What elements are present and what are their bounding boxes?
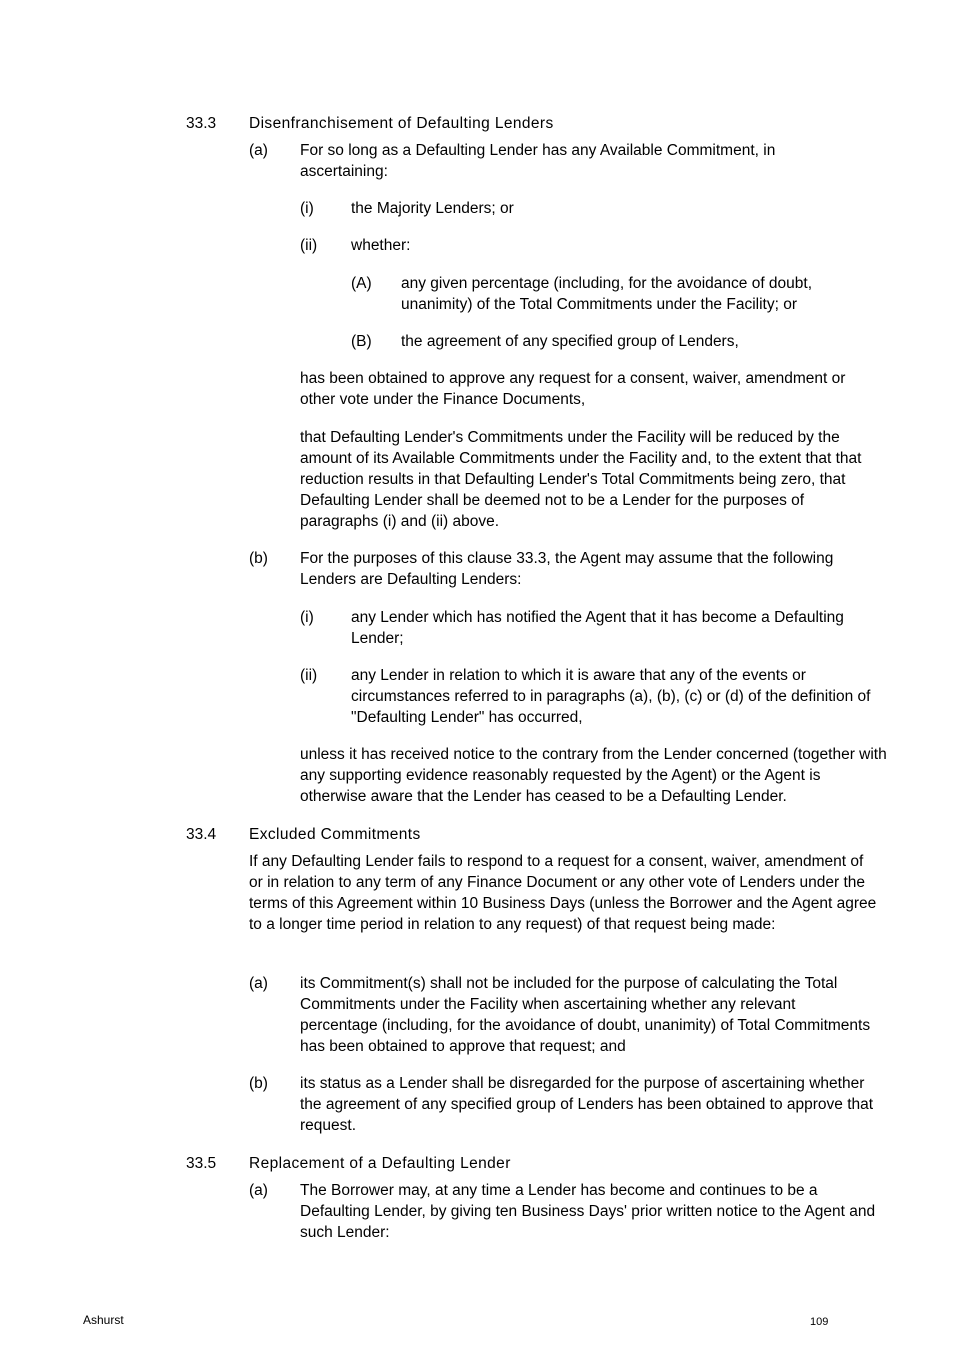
paragraph-label: (a) — [249, 142, 268, 159]
paragraph-label: (b) — [249, 550, 268, 567]
subparagraph-label: (ii) — [300, 667, 318, 684]
item-text: the agreement of any specified group of Lenders, — [401, 333, 739, 350]
subparagraph-text: any Lender in relation to which it is aware that any of the events or circumstances referred to in paragraphs (a), (b), (c) or (d) of the definition of "Defaulting Lender" has occurred, — [351, 667, 871, 726]
paragraph-text: its status as a Lender shall be disregarded for the purpose of ascertaining whether the agreement of any specified group of Lenders has been obtained to approve that request. — [300, 1075, 874, 1134]
continuation-text: that Defaulting Lender's Commitments under the Facility will be reduced by the amount of its Available Commitments under the Facility and, to the extent that that reduction results in that Defaulting Lender's Total Commitments being zero, that Defaulting Lender shall be deemed not to be a Lender for the purposes of paragraphs (i) and (ii) above. — [300, 429, 862, 530]
subparagraph-label: (ii) — [300, 237, 318, 254]
item-text: any given percentage (including, for the avoidance of doubt, unanimity) of the Total Commitments under the Facility; or — [401, 275, 813, 313]
item-label: (A) — [351, 275, 372, 292]
paragraph-label: (b) — [249, 1075, 268, 1092]
subparagraph-text: the Majority Lenders; or — [351, 200, 514, 217]
paragraph-label: (a) — [249, 975, 268, 992]
paragraph-text: For so long as a Defaulting Lender has any Available Commitment, in ascertaining: — [300, 142, 776, 180]
clause-number: 33.4 — [186, 826, 217, 843]
page-number: 109 — [810, 1316, 829, 1328]
clause-heading: Excluded Commitments — [249, 826, 421, 843]
subparagraph-label: (i) — [300, 200, 314, 217]
paragraph-label: (a) — [249, 1182, 268, 1199]
paragraph-text: its Commitment(s) shall not be included for the purpose of calculating the Total Commitments under the Facility when ascertaining whether any relevant percentage (including, for the avoidance of doubt, unanimity) of Total Commitments has been obtained to approve that request; and — [300, 975, 871, 1055]
paragraph-text: For the purposes of this clause 33.3, the Agent may assume that the following Lenders are Defaulting Lenders: — [300, 550, 834, 588]
subparagraph-text: whether: — [351, 237, 411, 254]
clause-number: 33.3 — [186, 115, 217, 132]
continuation-text: unless it has received notice to the contrary from the Lender concerned (together with any supporting evidence reasonably requested by the Agent) or the Agent is otherwise aware that the Lender has ceased to be a Defaulting Lender. — [300, 746, 887, 805]
subparagraph-label: (i) — [300, 609, 314, 626]
clause-intro-text: If any Defaulting Lender fails to respond to a request for a consent, waiver, amendment of or in relation to any term of any Finance Document or any other vote of Lenders under the terms of this Agreement within 10 Business Days (unless the Borrower and the Agent agree to a longer time period in relation to any request) of that request being made: — [249, 853, 877, 933]
subparagraph-text: any Lender which has notified the Agent that it has become a Defaulting Lender; — [351, 609, 844, 647]
clause-heading: Disenfranchisement of Defaulting Lenders — [249, 115, 554, 132]
continuation-text: has been obtained to approve any request for a consent, waiver, amendment or other vote under the Finance Documents, — [300, 370, 846, 408]
item-label: (B) — [351, 333, 372, 350]
clause-number: 33.5 — [186, 1155, 217, 1172]
clause-heading: Replacement of a Defaulting Lender — [249, 1155, 511, 1172]
paragraph-text: The Borrower may, at any time a Lender has become and continues to be a Defaulting Lender, by giving ten Business Days' prior written notice to the Agent and such Lender: — [300, 1182, 876, 1241]
footer-firm-name: Ashurst — [83, 1313, 124, 1327]
